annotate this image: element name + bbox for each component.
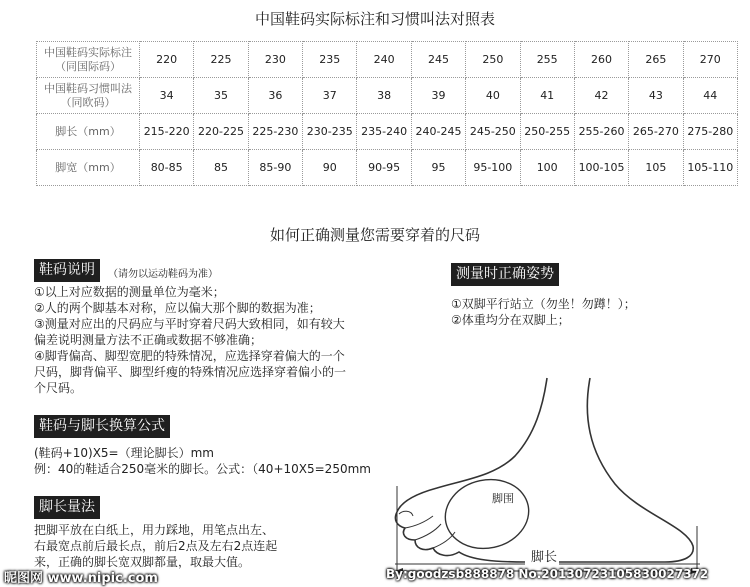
table-cell: 35 <box>194 78 248 114</box>
girth-label: 脚围 <box>492 492 514 505</box>
table-cell: 105-110 <box>683 150 737 186</box>
row-header-text: （同欧码） <box>60 95 116 109</box>
table-cell: 105 <box>629 150 683 186</box>
size-explain-line: ④脚背偏高、脚型宽肥的特殊情况，应选择穿着偏大的一个 <box>34 349 345 363</box>
size-explain-text <box>34 284 384 396</box>
table-cell: 215-220 <box>140 114 194 150</box>
table-cell: 38 <box>357 78 411 114</box>
size-explain-line: 个尺码。 <box>34 381 83 395</box>
table-cell: 265 <box>629 42 683 78</box>
toes-outline <box>395 512 525 562</box>
leg-front-outline <box>397 378 547 512</box>
table-cell: 100 <box>520 150 574 186</box>
row-header-text: 中国鞋码习惯叫法 <box>44 81 132 95</box>
table-cell: 230-235 <box>303 114 357 150</box>
watermark-left: 昵图网 www.nipic.com <box>4 571 158 586</box>
page-title: 中国鞋码实际标注和习惯叫法对照表 <box>254 10 495 28</box>
table-cell: 230 <box>248 42 302 78</box>
size-explain-line: ③测量对应出的尺码应与平时穿着尺码大致相同，如有较大 <box>34 317 345 331</box>
toe-line <box>405 516 433 528</box>
table-cell: 44 <box>683 78 737 114</box>
table-cell: 36 <box>248 78 302 114</box>
table-cell: 80-85 <box>140 150 194 186</box>
size-explain-line: 偏差说明测量方法不正确或数据不够准确； <box>34 333 263 347</box>
row-header-text: 中国鞋码实际标注 <box>44 45 132 59</box>
table-cell: 250-255 <box>520 114 574 150</box>
table-cell: 255 <box>520 42 574 78</box>
row-header <box>37 114 140 150</box>
table-row <box>37 114 738 150</box>
table-cell: 220-225 <box>194 114 248 150</box>
posture-text <box>451 296 731 328</box>
table-cell: 40 <box>466 78 520 114</box>
table-cell: 42 <box>574 78 628 114</box>
size-explain-note: （请勿以运动鞋码为准） <box>108 269 218 280</box>
size-explain-line: ①以上对应数据的测量单位为毫米； <box>34 285 225 299</box>
table-cell: 41 <box>520 78 574 114</box>
length-label: 脚长 <box>531 550 558 565</box>
table-cell: 100-105 <box>574 150 628 186</box>
posture-line: ①双脚平行站立（勿坐！勿蹲！）； <box>451 297 636 311</box>
table-cell: 85 <box>194 150 248 186</box>
table-cell: 275-280 <box>683 114 737 150</box>
foot-outline <box>525 378 693 562</box>
formula-line: 例：40的鞋适合250毫米的脚长。公式：（40+10X5=250mm <box>34 462 371 476</box>
table-cell: 245-250 <box>466 114 520 150</box>
table-cell: 95-100 <box>466 150 520 186</box>
formula-text <box>34 445 384 477</box>
row-header <box>37 78 140 114</box>
row-header <box>37 42 140 78</box>
formula-label: 鞋码与脚长换算公式 <box>34 415 170 438</box>
toenail <box>399 511 413 516</box>
table-cell: 235 <box>303 42 357 78</box>
table-cell: 265-270 <box>629 114 683 150</box>
posture-line: ②体重均分在双脚上； <box>451 313 570 327</box>
row-header-text: （同国际码） <box>55 59 121 73</box>
table-cell: 85-90 <box>248 150 302 186</box>
girth-loop <box>439 472 535 556</box>
method-line: 右最宽点前后最长点，前后2点及左右2点连起 <box>34 539 278 553</box>
table-row <box>37 42 738 78</box>
table-cell: 95 <box>411 150 465 186</box>
table-cell: 250 <box>466 42 520 78</box>
table-cell: 240 <box>357 42 411 78</box>
posture-label: 测量时正确姿势 <box>451 263 559 286</box>
method-line: 把脚平放在白纸上，用力踩地，用笔点出左、 <box>34 523 275 537</box>
table-cell: 39 <box>411 78 465 114</box>
table-cell: 220 <box>140 42 194 78</box>
formula-line: (鞋码+10)X5=（理论脚长）mm <box>34 446 214 460</box>
table-row <box>37 150 738 186</box>
table-cell: 245 <box>411 42 465 78</box>
row-header-text: 脚宽（mm） <box>55 160 121 174</box>
method-text <box>34 522 374 570</box>
table-cell: 37 <box>303 78 357 114</box>
toe-line <box>415 524 441 540</box>
method-label: 脚长量法 <box>34 496 100 519</box>
size-table <box>36 41 738 186</box>
size-explain-label: 鞋码说明 <box>34 259 100 282</box>
watermark-right: By:goodzsb888878 No.20130723105830027372 <box>386 567 709 581</box>
size-explain-line: ②人的两个脚基本对称，应以偏大那个脚的数据为准； <box>34 301 321 315</box>
measure-subtitle: 如何正确测量您需要穿着的尺码 <box>269 226 480 244</box>
table-cell: 270 <box>683 42 737 78</box>
table-cell: 34 <box>140 78 194 114</box>
foot-illustration <box>375 376 720 576</box>
table-cell: 255-260 <box>574 114 628 150</box>
table-cell: 43 <box>629 78 683 114</box>
row-header <box>37 150 140 186</box>
table-cell: 225 <box>194 42 248 78</box>
table-cell: 235-240 <box>357 114 411 150</box>
table-cell: 90-95 <box>357 150 411 186</box>
table-cell: 225-230 <box>248 114 302 150</box>
table-cell: 90 <box>303 150 357 186</box>
table-cell: 240-245 <box>411 114 465 150</box>
table-cell: 260 <box>574 42 628 78</box>
table-row <box>37 78 738 114</box>
row-header-text: 脚长（mm） <box>55 124 121 138</box>
size-explain-line: 尺码，脚背偏平、脚型纤瘦的特殊情况应选择穿着偏小的一 <box>34 365 347 379</box>
method-line: 来，正确的脚长宽双脚都量，取最大值。 <box>34 555 251 569</box>
